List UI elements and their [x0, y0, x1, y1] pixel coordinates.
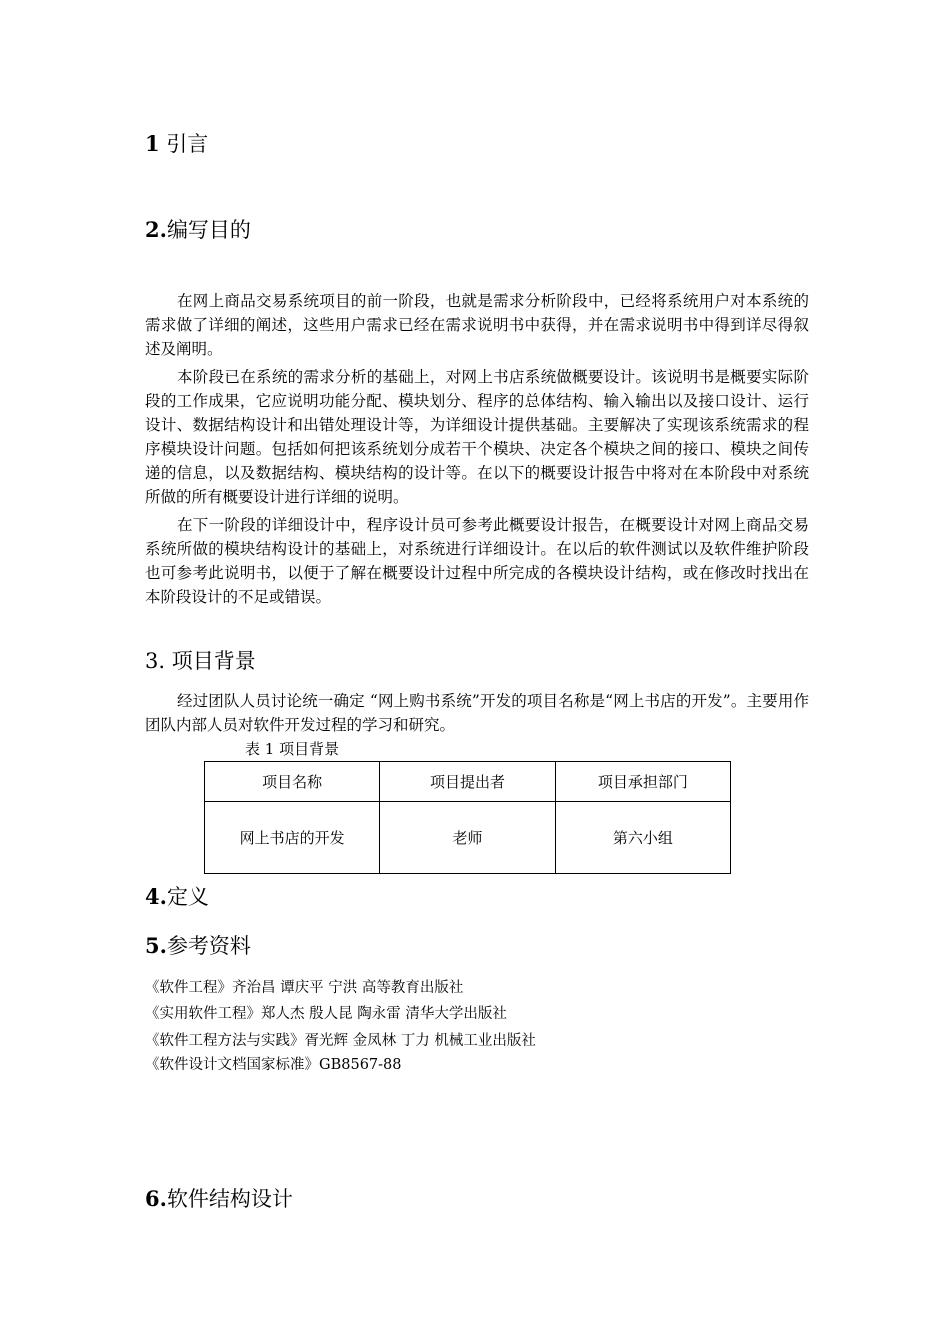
section-heading-6	[145, 1183, 293, 1213]
section-title: 定义	[166, 885, 209, 909]
table-caption: 表 1 项目背景	[245, 740, 340, 758]
section-title: 引言	[159, 132, 209, 156]
section-heading-1	[145, 128, 208, 158]
section-heading-4	[145, 881, 209, 911]
section-title: 编写目的	[166, 218, 251, 242]
reference-item: 《实用软件工程》郑人杰 殷人昆 陶永雷 清华大学出版社	[145, 1006, 507, 1022]
table-header-row	[205, 762, 731, 802]
table-header-cell: 项目名称	[205, 762, 380, 802]
section-heading-5	[145, 930, 251, 960]
reference-item: 《软件工程方法与实践》胥光辉 金凤林 丁力 机械工业出版社	[145, 1033, 536, 1049]
section-title: 软件结构设计	[166, 1187, 293, 1211]
table-cell: 网上书店的开发	[205, 802, 380, 874]
table-header-cell: 项目提出者	[380, 762, 555, 802]
section-heading-3: 3. 项目背景	[145, 649, 256, 673]
section-number: 4.	[145, 884, 167, 909]
table-row	[205, 802, 731, 874]
table-cell: 老师	[380, 802, 555, 874]
section-number: 6.	[145, 1186, 167, 1211]
section-title: 参考资料	[166, 934, 251, 958]
table-header-cell: 项目承担部门	[555, 762, 730, 802]
background-paragraph: 经过团队人员讨论统一确定 “网上购书系统”开发的项目名称是“网上书店的开发”。主要用作团队内部人员对软件开发过程的学习和研究。	[145, 692, 809, 734]
purpose-paragraph: 在下一阶段的详细设计中，程序设计员可参考此概要设计报告，在概要设计对网上商品交易系统所做的模块结构设计的基础上，对系统进行详细设计。在以后的软件测试以及软件维护阶段也可参考此说明书，以便于了解在概要设计过程中所完成的各模块设计结构，或在修改时找出在本阶段设计的不足或错误。	[145, 516, 809, 606]
table-cell: 第六小组	[555, 802, 730, 874]
section-number: 5.	[145, 933, 167, 958]
section-heading-2	[145, 214, 251, 244]
section-number: 1	[145, 131, 160, 156]
reference-item: 《软件工程》齐治昌 谭庆平 宁洪 高等教育出版社	[145, 980, 464, 996]
project-background-table	[204, 761, 731, 874]
reference-item: 《软件设计文档国家标准》GB8567-88	[145, 1057, 402, 1073]
section-number: 2.	[145, 217, 167, 242]
purpose-paragraph: 本阶段已在系统的需求分析的基础上，对网上书店系统做概要设计。该说明书是概要实际阶段的工作成果，它应说明功能分配、模块划分、程序的总体结构、输入输出以及接口设计、运行设计、数据结构设计和出错处理设计等，为详细设计提供基础。主要解决了实现该系统需求的程序模块设计问题。包括如何把该系统划分成若干个模块、决定各个模块之间的接口、模块之间传递的信息，以及数据结构、模块结构的设计等。在以下的概要设计报告中将对在本阶段中对系统所做的所有概要设计进行详细的说明。	[145, 368, 809, 506]
purpose-paragraph: 在网上商品交易系统项目的前一阶段，也就是需求分析阶段中，已经将系统用户对本系统的需求做了详细的阐述，这些用户需求已经在需求说明书中获得，并在需求说明书中得到详尽得叙述及阐明。	[145, 292, 809, 358]
